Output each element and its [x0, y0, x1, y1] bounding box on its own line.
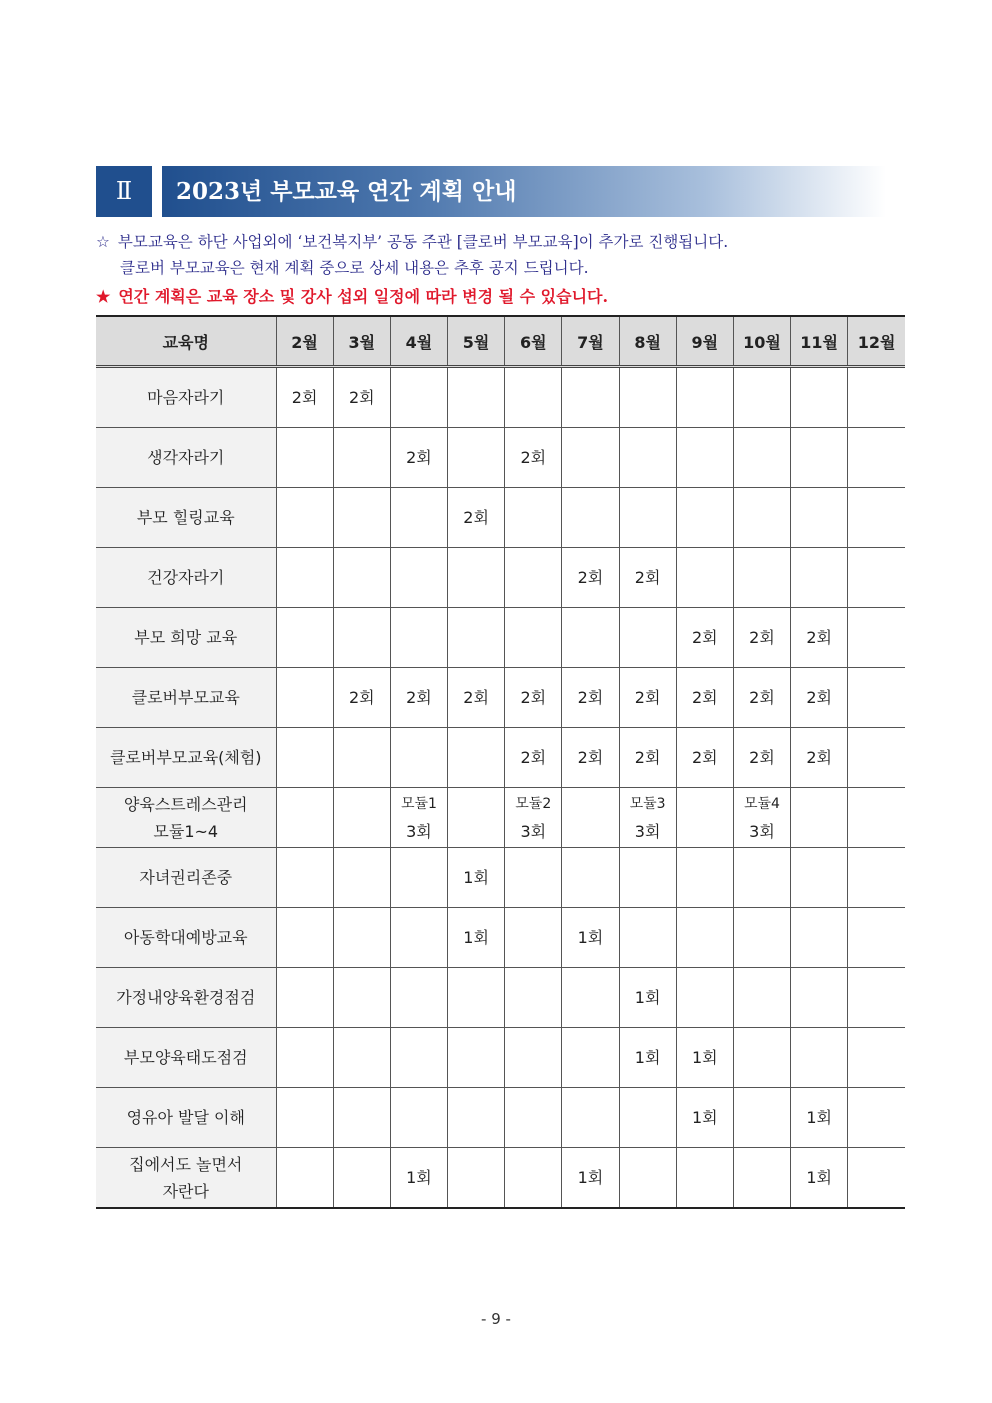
table-row: [96, 668, 905, 728]
schedule-cell: [791, 668, 848, 728]
schedule-cell: [676, 1148, 733, 1209]
schedule-cell: [619, 1028, 676, 1088]
program-name: 영유아 발달 이해: [126, 1108, 245, 1127]
schedule-cell: [733, 1148, 790, 1209]
schedule-cell: [848, 1088, 905, 1148]
session-count: 1회: [406, 1168, 432, 1187]
schedule-cell: [562, 488, 619, 548]
session-count: 1회: [634, 1048, 661, 1067]
program-name-cell: [96, 668, 276, 728]
schedule-cell: [619, 367, 676, 428]
schedule-cell: [791, 608, 848, 668]
schedule-cell: [333, 548, 390, 608]
schedule-cell: [791, 788, 848, 848]
schedule-cell: [791, 1028, 848, 1088]
session-count: 1회: [577, 1168, 604, 1187]
schedule-cell: [562, 608, 619, 668]
schedule-cell: [562, 1088, 619, 1148]
session-count: 2회: [806, 688, 832, 707]
schedule-cell: [276, 367, 333, 428]
schedule-cell: [276, 428, 333, 488]
schedule-cell: [276, 488, 333, 548]
schedule-cell: [733, 668, 790, 728]
schedule-cell: [276, 968, 333, 1028]
program-name: 클로버부모교육: [131, 688, 240, 707]
schedule-cell: [619, 728, 676, 788]
schedule-cell: [505, 488, 562, 548]
session-count: 2회: [806, 748, 832, 767]
schedule-cell: [390, 908, 447, 968]
session-count: 3회: [634, 821, 661, 841]
schedule-cell: [791, 908, 848, 968]
program-name-cell: [96, 548, 276, 608]
program-name: 양육스트레스관리: [123, 794, 248, 814]
schedule-cell: [619, 428, 676, 488]
schedule-cell: [333, 968, 390, 1028]
schedule-cell: [448, 488, 505, 548]
schedule-cell: [505, 728, 562, 788]
schedule-cell: [676, 428, 733, 488]
schedule-cell: [791, 367, 848, 428]
session-count: 2회: [691, 688, 718, 707]
program-name-cell: [96, 428, 276, 488]
session-count: 2회: [749, 688, 775, 707]
schedule-cell: [676, 1088, 733, 1148]
schedule-cell: [448, 848, 505, 908]
schedule-cell: [562, 1148, 619, 1209]
schedule-cell: [448, 1148, 505, 1209]
schedule-cell: [448, 968, 505, 1028]
schedule-cell: [505, 1028, 562, 1088]
schedule-cell: [791, 968, 848, 1028]
schedule-cell: [676, 848, 733, 908]
program-name: 가정내양육환경점검: [116, 988, 256, 1007]
session-count: 2회: [749, 628, 775, 647]
table-row: [96, 548, 905, 608]
program-name: 클로버부모교육(체험): [109, 748, 262, 767]
schedule-cell: [619, 788, 676, 848]
schedule-cell: [276, 608, 333, 668]
schedule-cell: [276, 728, 333, 788]
program-name-cell: [96, 1148, 276, 1209]
schedule-cell: [333, 608, 390, 668]
schedule-cell: [848, 608, 905, 668]
schedule-cell: [791, 488, 848, 548]
schedule-cell: [848, 788, 905, 848]
program-name: 부모양육태도점검: [123, 1048, 248, 1067]
black-star-icon: ★: [96, 287, 111, 306]
program-name-cell: [96, 848, 276, 908]
program-name-cell: [96, 488, 276, 548]
program-name: 부모 힐링교육: [136, 508, 235, 527]
schedule-cell: [562, 848, 619, 908]
schedule-cell: [733, 1088, 790, 1148]
schedule-cell: [848, 668, 905, 728]
schedule-cell: [448, 788, 505, 848]
session-count: 2회: [634, 748, 661, 767]
schedule-cell: [333, 908, 390, 968]
table-row: [96, 788, 905, 848]
annual-plan-table: [96, 315, 905, 1209]
session-count: 1회: [634, 988, 661, 1007]
note-line-1-text: 부모교육은 하단 사업외에 ‘보건복지부’ 공동 주관 [클로버 부모교육]이 추가로 진행됩니다.: [117, 233, 729, 251]
schedule-cell: [733, 1028, 790, 1088]
schedule-cell: [505, 1088, 562, 1148]
program-name-cell: [96, 968, 276, 1028]
schedule-cell: [848, 728, 905, 788]
schedule-cell: [390, 608, 447, 668]
schedule-cell: [619, 668, 676, 728]
schedule-cell: [276, 1088, 333, 1148]
note-line-2: 클로버 부모교육은 현재 계획 중으로 상세 내용은 추후 공지 드립니다.: [120, 259, 589, 277]
header-month: 12월: [848, 316, 905, 367]
schedule-cell: [619, 1088, 676, 1148]
section-title: 2023년 부모교육 연간 계획 안내: [176, 178, 517, 205]
program-name-cell: [96, 1028, 276, 1088]
schedule-cell: [791, 428, 848, 488]
session-count: 모듈2: [515, 795, 552, 812]
session-count: 2회: [691, 748, 718, 767]
table-row: [96, 968, 905, 1028]
schedule-cell: [505, 548, 562, 608]
header-month: 8월: [619, 316, 676, 367]
session-count: 1회: [463, 928, 489, 947]
schedule-cell: [505, 367, 562, 428]
program-name: 아동학대예방교육: [123, 928, 248, 947]
schedule-cell: [276, 1148, 333, 1209]
session-count: 2회: [406, 688, 432, 707]
schedule-cell: [390, 728, 447, 788]
session-count: 1회: [691, 1108, 718, 1127]
schedule-cell: [390, 668, 447, 728]
white-star-icon: ☆: [96, 233, 110, 251]
session-count: 3회: [520, 821, 547, 841]
schedule-cell: [676, 1028, 733, 1088]
table-row: [96, 428, 905, 488]
schedule-cell: [448, 1028, 505, 1088]
header-month: 9월: [676, 316, 733, 367]
session-count: 2회: [634, 568, 661, 587]
schedule-cell: [448, 908, 505, 968]
table-row: [96, 488, 905, 548]
schedule-cell: [562, 908, 619, 968]
schedule-cell: [791, 548, 848, 608]
session-count: 모듈1: [400, 795, 437, 812]
schedule-cell: [390, 367, 447, 428]
schedule-cell: [848, 848, 905, 908]
schedule-cell: [619, 1148, 676, 1209]
session-count: 1회: [806, 1108, 832, 1127]
session-count: 2회: [520, 448, 547, 467]
schedule-cell: [390, 968, 447, 1028]
schedule-cell: [448, 548, 505, 608]
schedule-cell: [505, 668, 562, 728]
schedule-cell: [448, 1088, 505, 1148]
schedule-cell: [505, 968, 562, 1028]
schedule-cell: [390, 1088, 447, 1148]
schedule-cell: [448, 728, 505, 788]
header-month: 7월: [562, 316, 619, 367]
schedule-cell: [448, 608, 505, 668]
schedule-cell: [791, 1088, 848, 1148]
schedule-cell: [562, 788, 619, 848]
program-name-cell: [96, 908, 276, 968]
schedule-cell: [848, 1148, 905, 1209]
schedule-cell: [276, 1028, 333, 1088]
table-header-row: [96, 316, 905, 367]
session-count: 2회: [691, 628, 718, 647]
schedule-cell: [676, 488, 733, 548]
schedule-cell: [390, 548, 447, 608]
table-row: [96, 1088, 905, 1148]
session-count: 2회: [291, 388, 318, 407]
schedule-cell: [733, 848, 790, 908]
table-row: [96, 1148, 905, 1209]
schedule-cell: [676, 908, 733, 968]
schedule-cell: [848, 488, 905, 548]
session-count: 2회: [577, 748, 604, 767]
schedule-cell: [676, 968, 733, 1028]
header-month: 6월: [505, 316, 562, 367]
schedule-cell: [619, 968, 676, 1028]
program-name-cell: [96, 728, 276, 788]
session-count: 2회: [520, 688, 547, 707]
table-row: [96, 728, 905, 788]
header-month: 5월: [448, 316, 505, 367]
schedule-cell: [733, 908, 790, 968]
schedule-cell: [619, 908, 676, 968]
schedule-cell: [562, 968, 619, 1028]
schedule-cell: [562, 1028, 619, 1088]
program-name: 건강자라기: [147, 568, 225, 587]
program-name: 부모 희망 교육: [134, 628, 238, 647]
schedule-cell: [676, 367, 733, 428]
section-header: [96, 166, 886, 217]
schedule-cell: [333, 848, 390, 908]
session-count: 1회: [691, 1048, 718, 1067]
program-name-cell: [96, 1088, 276, 1148]
program-name: 자녀권리존중: [139, 868, 233, 887]
program-name-cell: [96, 788, 276, 848]
schedule-cell: [562, 367, 619, 428]
schedule-cell: [333, 488, 390, 548]
schedule-cell: [276, 788, 333, 848]
section-numeral: Ⅱ: [96, 166, 152, 217]
schedule-cell: [505, 848, 562, 908]
schedule-cell: [733, 608, 790, 668]
schedule-cell: [505, 608, 562, 668]
schedule-cell: [562, 668, 619, 728]
program-name: 모듈1~4: [153, 821, 219, 841]
program-name: 집에서도 놀면서: [129, 1154, 243, 1174]
header-month: 4월: [390, 316, 447, 367]
session-count: 1회: [806, 1168, 832, 1187]
schedule-cell: [562, 548, 619, 608]
schedule-cell: [390, 848, 447, 908]
program-name-cell: [96, 367, 276, 428]
note-line-1: [96, 230, 728, 252]
schedule-cell: [390, 488, 447, 548]
section-title-bar: [162, 166, 886, 217]
schedule-cell: [333, 788, 390, 848]
schedule-cell: [333, 428, 390, 488]
schedule-cell: [276, 668, 333, 728]
schedule-cell: [448, 668, 505, 728]
schedule-cell: [848, 548, 905, 608]
table-body: [96, 367, 905, 1209]
schedule-cell: [276, 848, 333, 908]
session-count: 2회: [577, 568, 604, 587]
session-count: 3회: [749, 821, 775, 841]
schedule-cell: [562, 428, 619, 488]
schedule-cell: [848, 968, 905, 1028]
schedule-cell: [676, 668, 733, 728]
schedule-cell: [676, 788, 733, 848]
schedule-cell: [733, 367, 790, 428]
schedule-cell: [733, 788, 790, 848]
session-count: 1회: [463, 868, 489, 887]
table-row: [96, 908, 905, 968]
header-month: 3월: [333, 316, 390, 367]
program-name: 자란다: [162, 1181, 209, 1201]
schedule-cell: [676, 608, 733, 668]
schedule-cell: [676, 548, 733, 608]
schedule-cell: [390, 1148, 447, 1209]
schedule-cell: [333, 367, 390, 428]
schedule-cell: [390, 428, 447, 488]
schedule-cell: [848, 908, 905, 968]
table-row: [96, 608, 905, 668]
note-line-3: [96, 284, 608, 307]
schedule-cell: [848, 367, 905, 428]
schedule-cell: [276, 908, 333, 968]
schedule-cell: [505, 1148, 562, 1209]
session-count: 2회: [577, 688, 604, 707]
schedule-cell: [791, 1148, 848, 1209]
schedule-cell: [733, 548, 790, 608]
header-month: 2월: [276, 316, 333, 367]
session-count: 3회: [406, 821, 432, 841]
schedule-cell: [333, 668, 390, 728]
schedule-cell: [791, 848, 848, 908]
schedule-cell: [619, 848, 676, 908]
schedule-cell: [619, 548, 676, 608]
schedule-cell: [848, 1028, 905, 1088]
table-row: [96, 367, 905, 428]
schedule-cell: [562, 728, 619, 788]
schedule-cell: [505, 428, 562, 488]
session-count: 2회: [463, 688, 489, 707]
schedule-cell: [848, 428, 905, 488]
schedule-cell: [791, 728, 848, 788]
schedule-cell: [676, 728, 733, 788]
schedule-cell: [333, 1148, 390, 1209]
schedule-cell: [505, 788, 562, 848]
schedule-cell: [448, 428, 505, 488]
note-line-3-text: 연간 계획은 교육 장소 및 강사 섭외 일정에 따라 변경 될 수 있습니다.: [118, 287, 609, 306]
schedule-cell: [619, 608, 676, 668]
schedule-cell: [733, 428, 790, 488]
session-count: 1회: [577, 928, 604, 947]
page-number: - 9 -: [481, 1310, 511, 1328]
session-count: 2회: [520, 748, 547, 767]
schedule-cell: [733, 728, 790, 788]
table-row: [96, 848, 905, 908]
session-count: 모듈3: [629, 795, 666, 812]
schedule-cell: [333, 1088, 390, 1148]
schedule-cell: [276, 548, 333, 608]
session-count: 모듈4: [743, 795, 780, 812]
schedule-cell: [733, 968, 790, 1028]
schedule-cell: [733, 488, 790, 548]
session-count: 2회: [348, 388, 375, 407]
schedule-cell: [505, 908, 562, 968]
program-name: 생각자라기: [147, 448, 225, 467]
schedule-cell: [619, 488, 676, 548]
session-count: 2회: [348, 688, 375, 707]
table-row: [96, 1028, 905, 1088]
schedule-cell: [333, 1028, 390, 1088]
schedule-cell: [390, 1028, 447, 1088]
header-month: 10월: [733, 316, 790, 367]
header-month: 11월: [791, 316, 848, 367]
session-count: 2회: [463, 508, 489, 527]
schedule-cell: [390, 788, 447, 848]
schedule-cell: [333, 728, 390, 788]
session-count: 2회: [806, 628, 832, 647]
header-program-name: 교육명: [96, 316, 276, 367]
session-count: 2회: [749, 748, 775, 767]
program-name-cell: [96, 608, 276, 668]
program-name: 마음자라기: [147, 388, 225, 407]
session-count: 2회: [634, 688, 661, 707]
schedule-cell: [448, 367, 505, 428]
session-count: 2회: [406, 448, 432, 467]
